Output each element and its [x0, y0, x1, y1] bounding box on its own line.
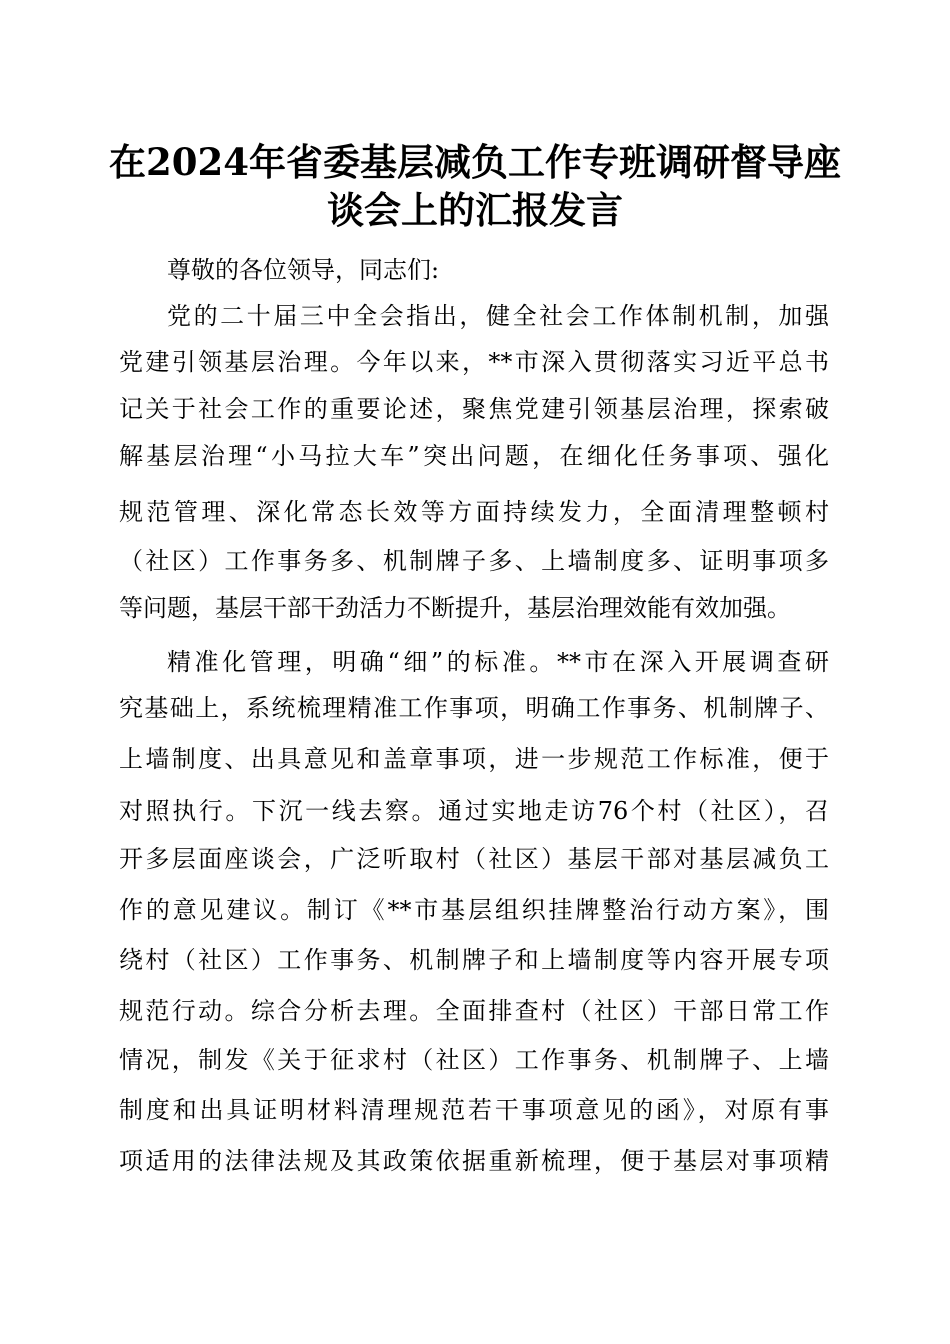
document-title-line-1: 在2024年省委基层减负工作专班调研督导座 [109, 140, 841, 184]
paragraph-line: 精准化管理，明确“细”的标准。**市在深入开展调查研 [167, 648, 829, 676]
paragraph-line: 等问题，基层干部干劲活力不断提升，基层治理效能有效加强。 [119, 594, 791, 622]
paragraph-line: 解基层治理“小马拉大车”突出问题，在细化任务事项、强化 [119, 442, 829, 470]
paragraph-line: 究基础上，系统梳理精准工作事项，明确工作事务、机制牌子、 [119, 694, 829, 722]
paragraph-line: 开多层面座谈会，广泛听取村（社区）基层干部对基层减负工 [119, 845, 829, 873]
paragraph-line: 绕村（社区）工作事务、机制牌子和上墙制度等内容开展专项 [119, 946, 829, 974]
paragraph-line: 党建引领基层治理。今年以来，**市深入贯彻落实习近平总书 [119, 348, 829, 376]
greeting: 尊敬的各位领导，同志们: [167, 256, 440, 284]
paragraph-line: 对照执行。下沉一线去察。通过实地走访76个村（社区），召 [119, 797, 829, 825]
paragraph-line: （社区）工作事务多、机制牌子多、上墙制度多、证明事项多 [119, 547, 829, 575]
paragraph-line: 上墙制度、出具意见和盖章事项，进一步规范工作标准，便于 [119, 745, 829, 773]
paragraph-line: 规范管理、深化常态长效等方面持续发力，全面清理整顿村 [119, 498, 829, 526]
paragraph-line: 情况，制发《关于征求村（社区）工作事务、机制牌子、上墙 [119, 1046, 829, 1074]
paragraph-line: 记关于社会工作的重要论述，聚焦党建引领基层治理，探索破 [119, 395, 829, 423]
paragraph-line: 制度和出具证明材料清理规范若干事项意见的函》，对原有事 [119, 1096, 829, 1124]
paragraph-line: 项适用的法律法规及其政策依据重新梳理，便于基层对事项精 [119, 1147, 829, 1175]
document-title-line-2: 谈会上的汇报发言 [327, 188, 623, 232]
paragraph-line: 作的意见建议。制订《**市基层组织挂牌整治行动方案》，围 [119, 896, 829, 924]
paragraph-line: 党的二十届三中全会指出，健全社会工作体制机制，加强 [167, 302, 829, 330]
paragraph-line: 规范行动。综合分析去理。全面排查村（社区）干部日常工作 [119, 997, 829, 1025]
